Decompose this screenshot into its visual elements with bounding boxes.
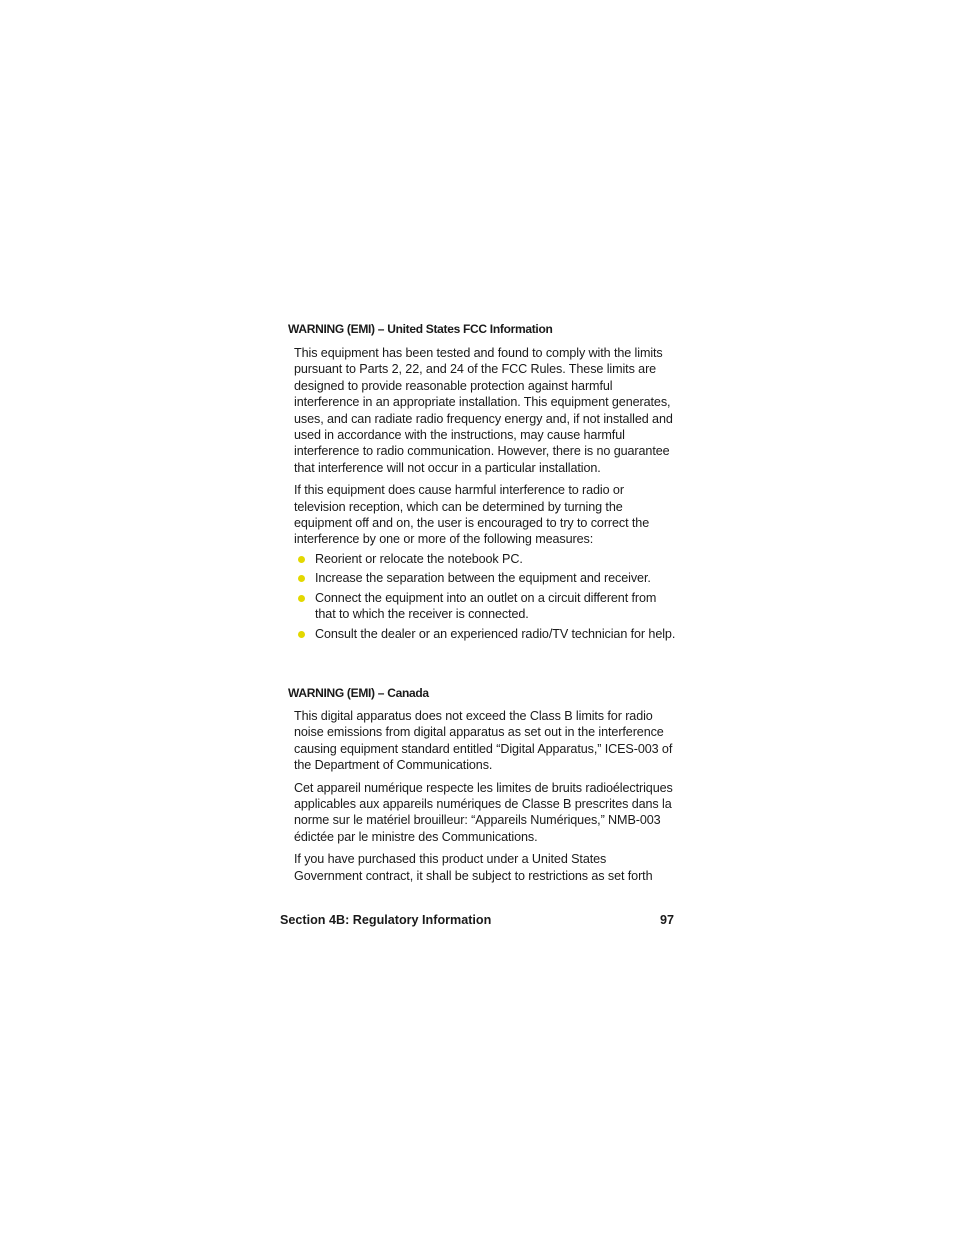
- list-item: [294, 590, 676, 623]
- section-heading-fcc: WARNING (EMI) – United States FCC Information: [288, 322, 553, 336]
- list-item: [294, 551, 676, 567]
- bullet-list: [294, 551, 676, 642]
- list-item-text: Increase the separation between the equipment and receiver.: [315, 571, 651, 586]
- list-item-text: Reorient or relocate the notebook PC.: [315, 551, 523, 566]
- footer-section-label: Section 4B: Regulatory Information: [280, 913, 492, 927]
- section-heading-canada: WARNING (EMI) – Canada: [288, 686, 429, 700]
- bullet-dot-icon: [298, 595, 305, 602]
- bullet-dot-icon: [298, 631, 305, 638]
- paragraph: If you have purchased this product under a United States Government contract, it shall be subject to restrictions as set forth: [294, 852, 653, 883]
- list-item-text: Consult the dealer or an experienced radio/TV technician for help.: [315, 626, 676, 641]
- section-body-fcc: [294, 345, 676, 645]
- paragraph: This digital apparatus does not exceed the Class B limits for radio noise emissions from digital apparatus as set out in the interference causing equipment standard entitled “Digital Apparatus,” ICES-003 of the Department of Communications.: [294, 709, 673, 773]
- section-body-canada: [294, 708, 676, 890]
- list-item: [294, 570, 676, 586]
- page-number: 97: [659, 913, 674, 927]
- paragraph: Cet appareil numérique respecte les limites de bruits radioélectriques applicables aux appareils numériques de Classe B prescrites dans la norme sur le matériel brouilleur: “Appareils Numériques,” NMB-003 édictée par le ministre des Communications.: [294, 780, 673, 844]
- paragraph: This equipment has been tested and found to comply with the limits pursuant to Parts 2, 22, and 24 of the FCC Rules. These limits are designed to provide reasonable protection against harmful interference in an appropriate installation. This equipment generates, uses, and can radiate radio frequency energy and, if not installed and used in accordance with the instructions, may cause harmful interference to radio communication. However, there is no guarantee that interference will not occur in a particular installation.: [294, 346, 673, 475]
- list-item-text: Connect the equipment into an outlet on a circuit different from that to which the receiver is connected.: [315, 590, 657, 622]
- list-item: [294, 626, 676, 642]
- bullet-dot-icon: [298, 575, 305, 582]
- paragraph: If this equipment does cause harmful interference to radio or television reception, which can be determined by turning the equipment off and on, the user is encouraged to try to correct the interference by one or more of the following measures:: [294, 483, 650, 547]
- bullet-dot-icon: [298, 556, 305, 563]
